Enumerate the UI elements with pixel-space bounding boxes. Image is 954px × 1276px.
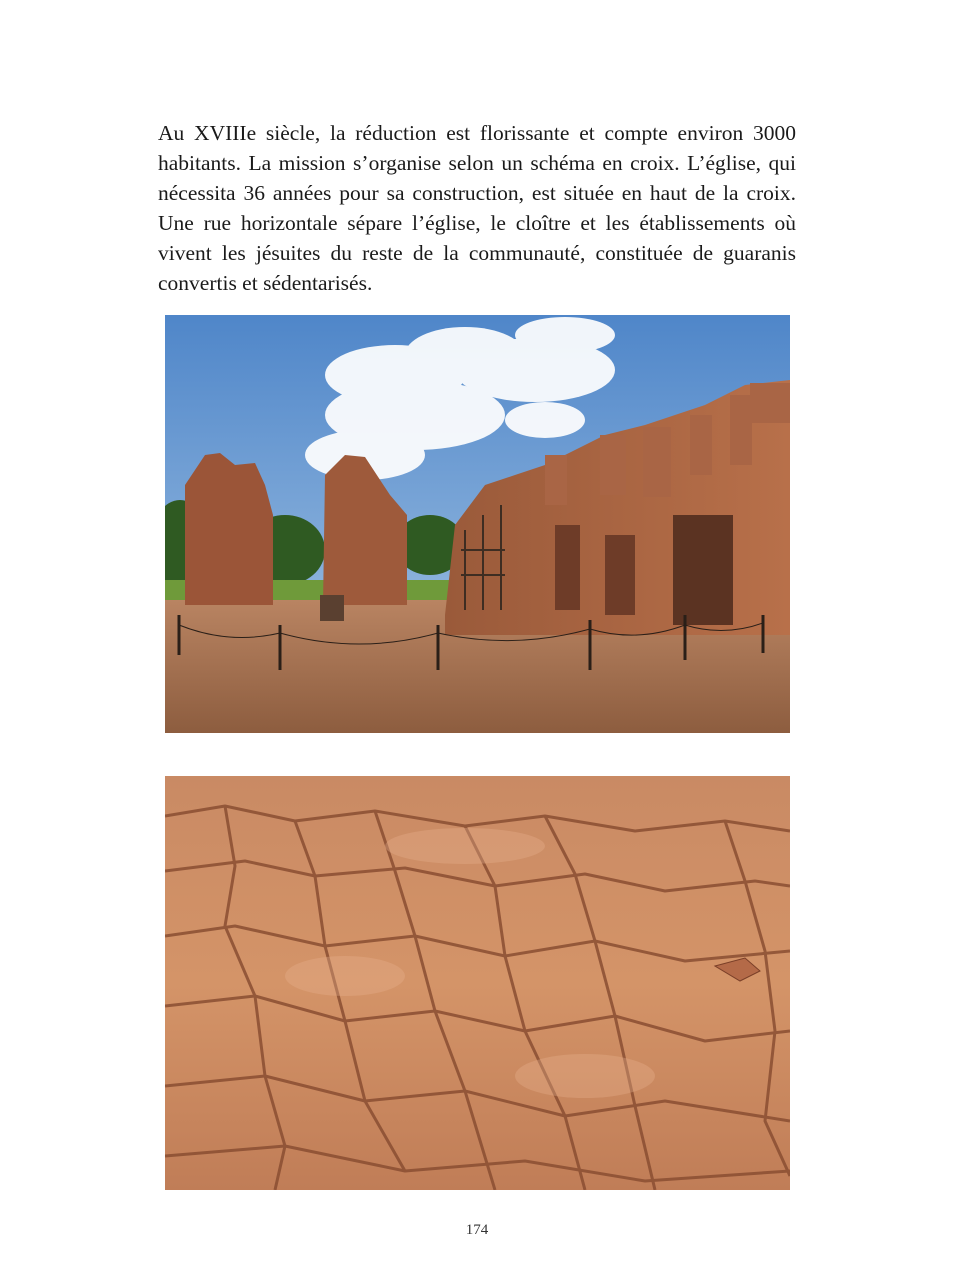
stone-pavement-photo [165,776,790,1190]
page-number: 174 [465,1222,489,1238]
body-paragraph: Au XVIIIe siècle, la réduction est florissante et compte environ 3000 habitants. La mission s’organise selon un schéma en croix. L’église, qui nécessita 36 années pour sa construction, est située en haut de la croix. Une rue horizontale sépare l’église, le cloître et les établissements où vivent les jésuites du reste de la communauté, constituée de guaranis convertis et sédentarisés. [158,121,796,295]
mission-ruins-photo [165,315,790,733]
